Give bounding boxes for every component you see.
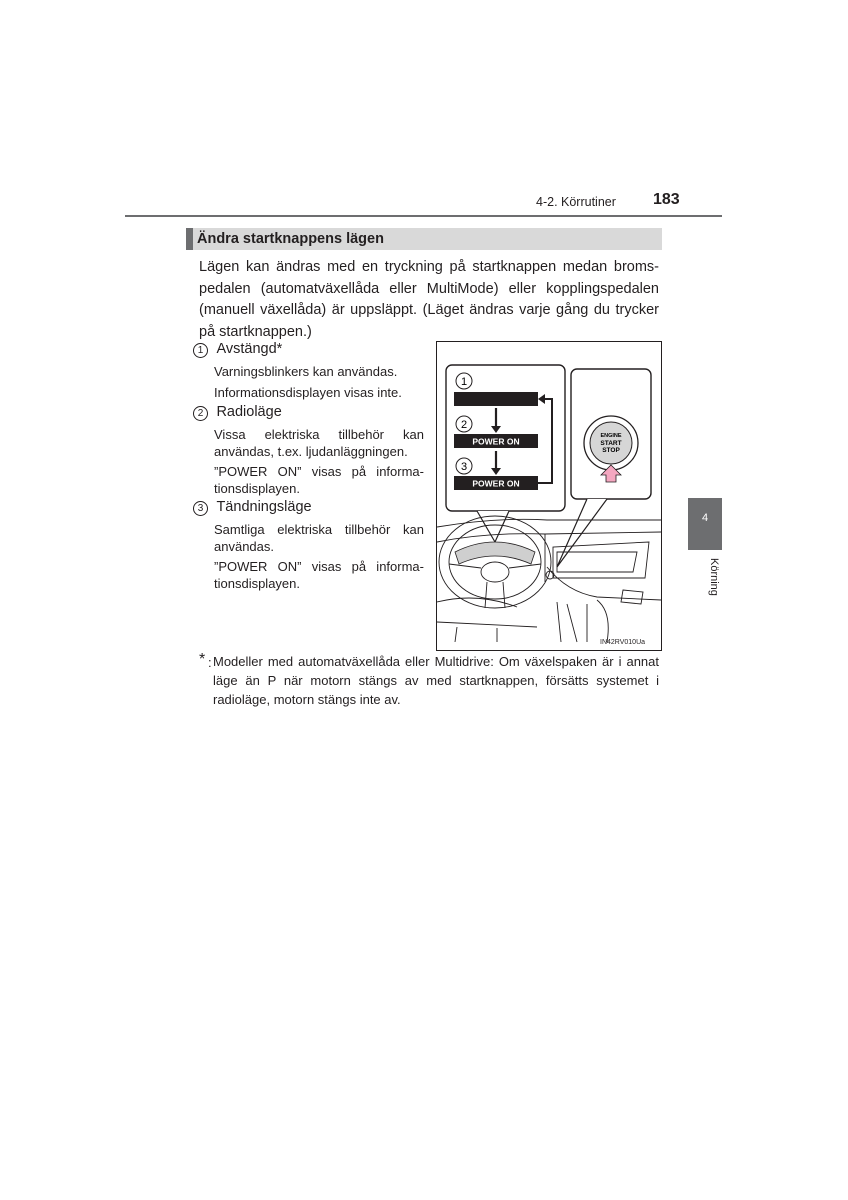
mode-desc-line: Varningsblinkers kan användas. [214, 364, 398, 379]
header-rule [125, 215, 722, 217]
mode-item-2 [193, 403, 282, 421]
figure-code: IN42RV010Ua [600, 639, 646, 646]
chapter-tab-number: 4 [701, 512, 709, 524]
display-power-on-2: POWER ON [472, 478, 520, 489]
display-power-on-1: POWER ON [472, 436, 520, 447]
section-heading: Ändra startknappens lägen [197, 231, 384, 247]
mode-title: Tändningsläge [216, 499, 312, 515]
intro-line: (manuell växellåda) är uppsläppt. (Läget ändras varje gång du trycker [199, 302, 659, 318]
figure-box [436, 341, 662, 651]
mode-item-1 [193, 340, 282, 358]
mode-number-circle: 1 [193, 343, 208, 358]
mode-number-circle: 2 [193, 406, 208, 421]
start-button-illustration [437, 342, 661, 650]
mode-title: Avstängd* [216, 341, 283, 357]
section-label: 4-2. Körrutiner [536, 195, 616, 209]
mode-desc-line: ”POWER ON” visas på informa- [214, 464, 424, 479]
intro-line: pedalen (automatväxellåda eller MultiMode) eller kopplingspedalen [199, 280, 659, 297]
button-text-engine: ENGINE [600, 433, 622, 439]
mode-desc-line: användas, t.ex. ljudanläggningen. [214, 444, 408, 459]
diagram-label-2: 2 [460, 419, 468, 431]
diagram-label-3: 3 [460, 461, 468, 473]
mode-desc-line: tionsdisplayen. [214, 576, 300, 591]
mode-desc-line: tionsdisplayen. [214, 481, 300, 496]
footnote-text: Modeller med automatväxellåda eller Multidrive: Om växelspaken är i annat läge än P när motorn stängs av med startknappen, försätts systemet i radioläge, motorn stängs inte av. [213, 654, 659, 707]
button-text-start: START [600, 440, 622, 447]
footnote-colon: : [208, 655, 212, 670]
chapter-tab-label: Körning [708, 558, 720, 596]
intro-line: Lägen kan ändras med en tryckning på startknappen medan broms- [199, 259, 659, 275]
footnote [199, 652, 659, 709]
mode-desc-line: Samtliga elektriska tillbehör kan [214, 522, 424, 537]
mode-desc-line: ”POWER ON” visas på informa- [214, 559, 424, 574]
footnote-marker: * [199, 651, 206, 668]
intro-paragraph [199, 257, 659, 343]
diagram-label-1: 1 [460, 376, 468, 388]
mode-description [214, 363, 424, 401]
mode-description [214, 521, 424, 592]
mode-description [214, 426, 424, 497]
chapter-tab [688, 498, 722, 550]
mode-desc-line: användas. [214, 539, 274, 554]
mode-number-circle: 3 [193, 501, 208, 516]
mode-title: Radioläge [216, 404, 282, 420]
mode-desc-line: Informationsdisplayen visas inte. [214, 385, 402, 400]
intro-line: på startknappen.) [199, 323, 312, 340]
button-text-stop: STOP [602, 447, 620, 454]
mode-item-3 [193, 498, 312, 516]
page-number: 183 [653, 191, 680, 208]
mode-desc-line: Vissa elektriska tillbehör kan [214, 427, 424, 442]
